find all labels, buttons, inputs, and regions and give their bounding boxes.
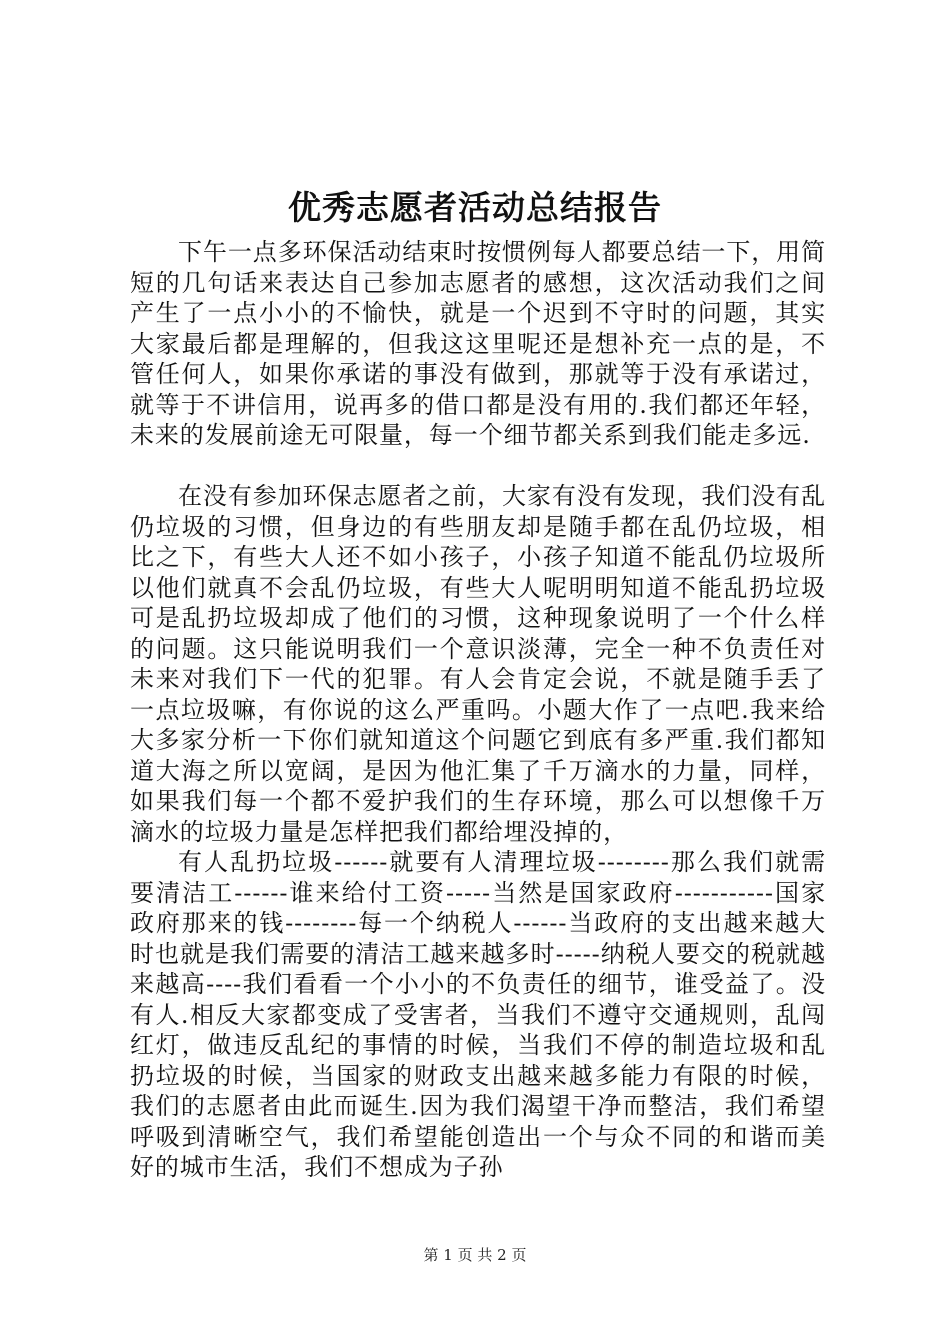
document-body [130,237,826,1183]
paragraph-2: 在没有参加环保志愿者之前，大家有没有发现，我们没有乱仍垃圾的习惯，但身边的有些朋友却是随手都在乱仍垃圾，相比之下，有些大人还不如小孩子，小孩子知道不能乱仍垃圾所以他们就真不会乱仍垃圾，有些大人呢明明知道不能乱扔垃圾可是乱扔垃圾却成了他们的习惯，这种现象说明了一个什么样的问题。这只能说明我们一个意识淡薄，完全一种不负责任对未来对我们下一代的犯罪。有人会肯定会说，不就是随手丢了一点垃圾嘛，有你说的这么严重吗。小题大作了一点吧.我来给大多家分析一下你们就知道这个问题它到底有多严重.我们都知道大海之所以宽阔，是因为他汇集了千万滴水的力量，同样，如果我们每一个都不爱护我们的生存环境，那么可以想像千万滴水的垃圾力量是怎样把我们都给埋没掉的， [130,482,826,846]
paragraph-spacer [130,451,826,482]
paragraph-3: 有人乱扔垃圾------就要有人清理垃圾--------那么我们就需要清洁工------谁来给付工资-----当然是国家政府-----------国家政府那来的钱--------每一个纳税人------当政府的支出越来越大时也就是我们需要的清洁工越来越多时-----纳税人要交的税就越来越高----我们看看一个小小的不负责任的细节，谁受益了。没有人.相反大家都变成了受害者，当我们不遵守交通规则，乱闯红灯，做违反乱纪的事情的时候，当我们不停的制造垃圾和乱扔垃圾的时候，当国家的财政支出越来越多能力有限的时候，我们的志愿者由此而诞生.因为我们渴望干净而整洁，我们希望呼吸到清晰空气，我们希望能创造出一个与众不同的和谐而美好的城市生活，我们不想成为子孙 [130,848,826,1181]
document-title: 优秀志愿者活动总结报告 [288,188,662,227]
page-footer: 第 1 页 共 2 页 [423,1246,527,1264]
paragraph-1: 下午一点多环保活动结束时按惯例每人都要总结一下，用简短的几句话来表达自己参加志愿者的感想，这次活动我们之间产生了一点小小的不愉快，就是一个迟到不守时的问题，其实大家最后都是理解的，但我这这里呢还是想补充一点的是，不管任何人，如果你承诺的事没有做到，那就等于没有承诺过，就等于不讲信用，说再多的借口都是没有用的.我们都还年轻，未来的发展前途无可限量，每一个细节都关系到我们能走多远. [130,238,826,449]
